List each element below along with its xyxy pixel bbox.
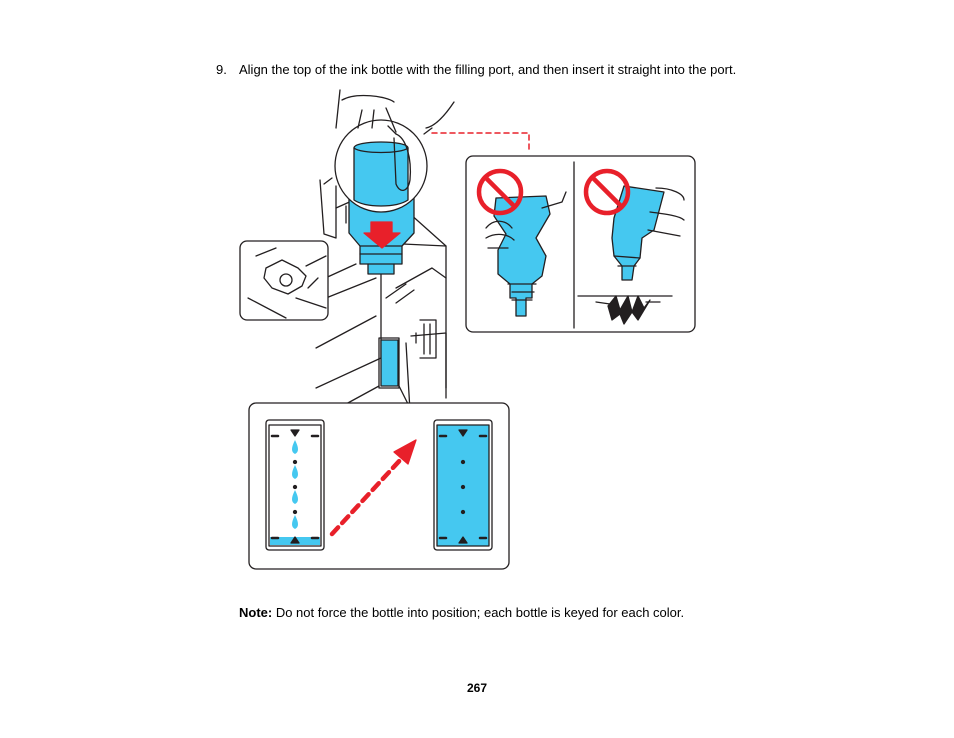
note-body: Do not force the bottle into position; each bottle is keyed for each color.: [272, 605, 685, 620]
window-callout-line-left: [346, 386, 379, 404]
step-9-instruction: [216, 62, 856, 78]
incorrect-insertion-panel: [466, 156, 695, 332]
note-text: [239, 605, 879, 621]
tank-window: [381, 340, 398, 386]
ink-bottle-insertion-illustration: [236, 88, 700, 572]
step-text: Align the top of the ink bottle with the filling port, and then insert it straight into the port.: [239, 62, 737, 77]
ink-level-callout: [249, 403, 509, 569]
note-label: Note:: [239, 605, 273, 620]
window-callout-line-right: [399, 386, 408, 404]
dashed-callout-connector: [432, 133, 529, 152]
step-number: 9.: [216, 62, 227, 77]
filling-port-callout: [240, 241, 328, 320]
magnified-grip-circle: [335, 120, 427, 212]
tank-level-after: [434, 420, 492, 550]
page-number: 267: [466, 681, 488, 695]
callout-line-bottom: [321, 278, 376, 300]
tank-lid: [320, 178, 336, 238]
